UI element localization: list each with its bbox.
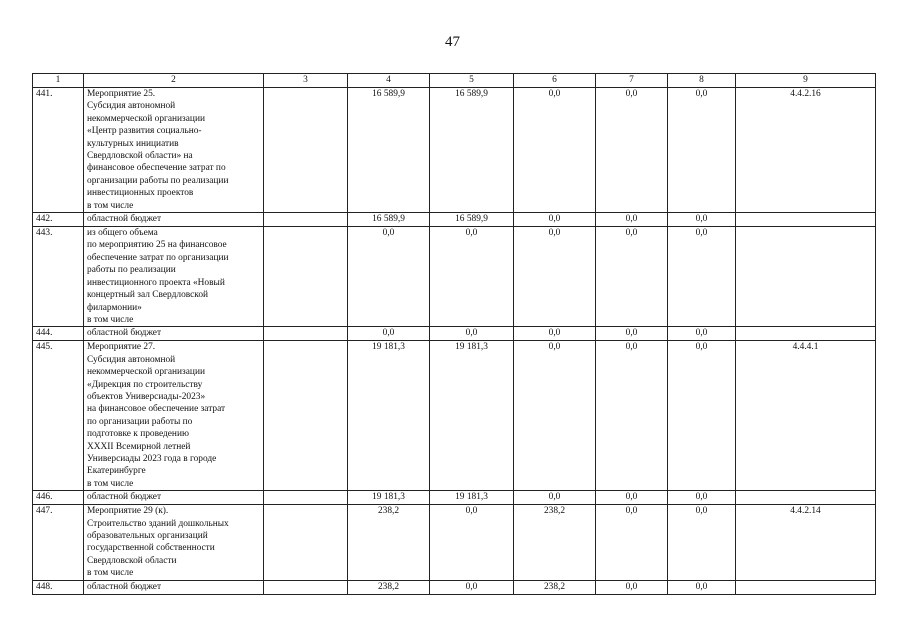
target-code-cell: 4.4.2.16 [736,88,876,213]
description-cell: Мероприятие 29 (к). Строительство зданий дошкольных образовательных организаций государственной собственности Свердловской области в том числе [84,505,264,580]
col4-value-cell: 0,0 [348,227,430,327]
target-code-cell: 4.4.4.1 [736,341,876,491]
col8-value-cell: 0,0 [668,213,736,227]
header-cell: 6 [514,74,596,88]
table-row [33,580,876,594]
col7-value-cell: 0,0 [596,491,668,505]
col8-value-cell: 0,0 [668,227,736,327]
col3-cell [264,580,348,594]
col6-value-cell: 238,2 [514,505,596,580]
col3-cell [264,88,348,213]
header-cell: 9 [736,74,876,88]
description-cell: областной бюджет [84,580,264,594]
header-cell: 4 [348,74,430,88]
row-number-cell: 447. [33,505,84,580]
col7-value-cell: 0,0 [596,327,668,341]
col6-value-cell: 0,0 [514,213,596,227]
col6-value-cell: 238,2 [514,580,596,594]
header-cell: 5 [430,74,514,88]
col5-value-cell: 16 589,9 [430,88,514,213]
table-row [33,327,876,341]
col4-value-cell: 238,2 [348,580,430,594]
col3-cell [264,327,348,341]
col5-value-cell: 19 181,3 [430,341,514,491]
col7-value-cell: 0,0 [596,213,668,227]
col7-value-cell: 0,0 [596,505,668,580]
col8-value-cell: 0,0 [668,327,736,341]
col8-value-cell: 0,0 [668,580,736,594]
col5-value-cell: 16 589,9 [430,213,514,227]
col4-value-cell: 0,0 [348,327,430,341]
row-number-cell: 446. [33,491,84,505]
col3-cell [264,491,348,505]
col5-value-cell: 0,0 [430,580,514,594]
target-code-cell [736,227,876,327]
row-number-cell: 442. [33,213,84,227]
header-cell: 3 [264,74,348,88]
header-cell: 1 [33,74,84,88]
table-row [33,213,876,227]
table-row [33,227,876,327]
description-cell: областной бюджет [84,327,264,341]
table-row [33,491,876,505]
target-code-cell [736,491,876,505]
description-cell: областной бюджет [84,213,264,227]
description-cell: Мероприятие 25. Субсидия автономной некоммерческой организации «Центр развития социально- культурных инициатив Свердловской области» на финансовое обеспечение затрат по организации работы по реализации инвестиционных проектов в том числе [84,88,264,213]
col6-value-cell: 0,0 [514,327,596,341]
page-number: 47 [445,34,460,50]
target-code-cell [736,580,876,594]
header-cell: 2 [84,74,264,88]
col6-value-cell: 0,0 [514,491,596,505]
col8-value-cell: 0,0 [668,505,736,580]
col3-cell [264,505,348,580]
col7-value-cell: 0,0 [596,341,668,491]
col6-value-cell: 0,0 [514,227,596,327]
row-number-cell: 443. [33,227,84,327]
target-code-cell: 4.4.2.14 [736,505,876,580]
table-row [33,505,876,580]
col5-value-cell: 0,0 [430,327,514,341]
col3-cell [264,341,348,491]
col3-cell [264,227,348,327]
row-number-cell: 444. [33,327,84,341]
col6-value-cell: 0,0 [514,88,596,213]
col4-value-cell: 16 589,9 [348,88,430,213]
col7-value-cell: 0,0 [596,227,668,327]
row-number-cell: 445. [33,341,84,491]
header-cell: 8 [668,74,736,88]
row-number-cell: 448. [33,580,84,594]
col4-value-cell: 19 181,3 [348,341,430,491]
table-row [33,88,876,213]
col7-value-cell: 0,0 [596,580,668,594]
col5-value-cell: 0,0 [430,227,514,327]
col7-value-cell: 0,0 [596,88,668,213]
row-number-cell: 441. [33,88,84,213]
description-cell: из общего объема по мероприятию 25 на финансовое обеспечение затрат по организации работы по реализации инвестиционного проекта «Новый концертный зал Свердловской филармонии» в том числе [84,227,264,327]
description-cell: областной бюджет [84,491,264,505]
col6-value-cell: 0,0 [514,341,596,491]
col5-value-cell: 0,0 [430,505,514,580]
description-cell: Мероприятие 27. Субсидия автономной некоммерческой организации «Дирекция по строительству объектов Универсиады-2023» на финансовое обеспечение затрат по организации работы по подготовке к проведению XXXII Всемирной летней Универсиады 2023 года в городе Екатеринбурге в том числе [84,341,264,491]
header-row [33,74,876,88]
col5-value-cell: 19 181,3 [430,491,514,505]
col4-value-cell: 238,2 [348,505,430,580]
col4-value-cell: 19 181,3 [348,491,430,505]
header-cell: 7 [596,74,668,88]
target-code-cell [736,327,876,341]
budget-table [32,73,876,595]
col8-value-cell: 0,0 [668,491,736,505]
col3-cell [264,213,348,227]
col8-value-cell: 0,0 [668,341,736,491]
col8-value-cell: 0,0 [668,88,736,213]
col4-value-cell: 16 589,9 [348,213,430,227]
target-code-cell [736,213,876,227]
table-row [33,341,876,491]
